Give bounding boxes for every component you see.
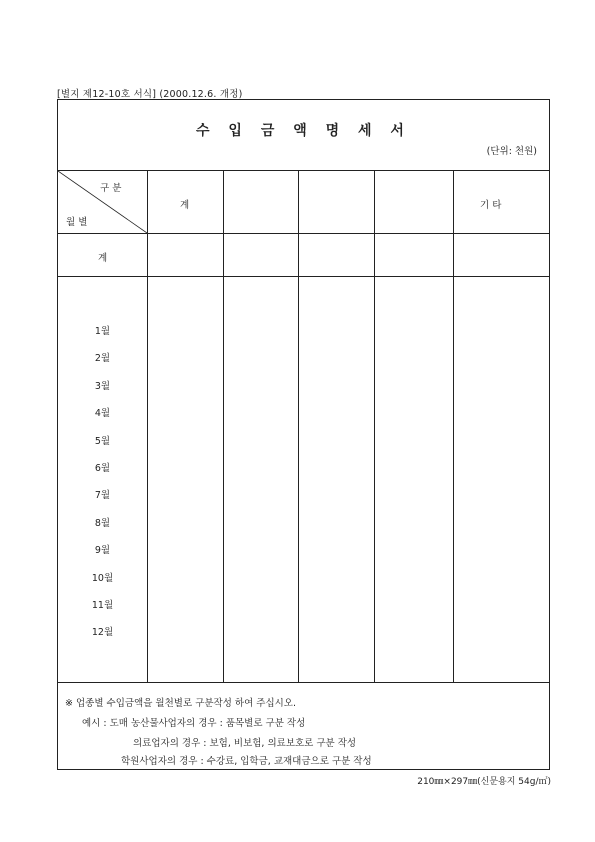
note-example-3: 학원사업자의 경우 : 수강료, 입학금, 교재대금으로 구분 작성 — [121, 756, 372, 767]
note-main: ※ 업종별 수입금액을 월천별로 구분작성 하여 주십시오. — [65, 698, 296, 709]
total-row-divider — [58, 276, 549, 277]
total-row-label: 계 — [98, 253, 108, 264]
form-reference: [별지 제12-10호 서식] (2000.12.6. 개정) — [57, 89, 243, 100]
month-label: 1월 — [94, 326, 111, 337]
header-other: 기 타 — [480, 200, 502, 211]
header-category-label: 구 분 — [100, 183, 122, 194]
header-divider — [58, 233, 549, 234]
note-example-1: 예시 : 도매 농산물사업자의 경우 : 품목별로 구분 작성 — [82, 718, 306, 729]
paper-spec: 210㎜×297㎜(신문용지 54g/㎡) — [417, 777, 551, 787]
month-label: 3월 — [94, 381, 111, 392]
column-divider — [147, 171, 148, 682]
month-label: 6월 — [94, 463, 111, 474]
month-label: 5월 — [94, 436, 111, 447]
column-divider — [453, 171, 454, 682]
month-label: 8월 — [94, 518, 111, 529]
month-label: 9월 — [94, 545, 111, 556]
month-label: 7월 — [94, 490, 111, 501]
month-label: 2월 — [94, 353, 111, 364]
income-statement-form — [57, 99, 550, 770]
header-total: 계 — [180, 200, 190, 211]
document-title: 수 입 금 액 명 세 서 — [196, 123, 411, 139]
month-label: 4월 — [94, 408, 111, 419]
column-divider — [374, 171, 375, 682]
unit-note: (단위: 천원) — [486, 146, 537, 157]
title-section — [58, 100, 549, 171]
header-month-label: 월 별 — [66, 217, 88, 228]
column-divider — [223, 171, 224, 682]
month-label: 12월 — [91, 627, 114, 638]
month-label: 11월 — [91, 600, 114, 611]
month-label: 10월 — [91, 573, 114, 584]
note-example-2: 의료업자의 경우 : 보험, 비보험, 의료보호로 구분 작성 — [133, 738, 357, 749]
column-divider — [298, 171, 299, 682]
notes-section — [58, 682, 549, 770]
